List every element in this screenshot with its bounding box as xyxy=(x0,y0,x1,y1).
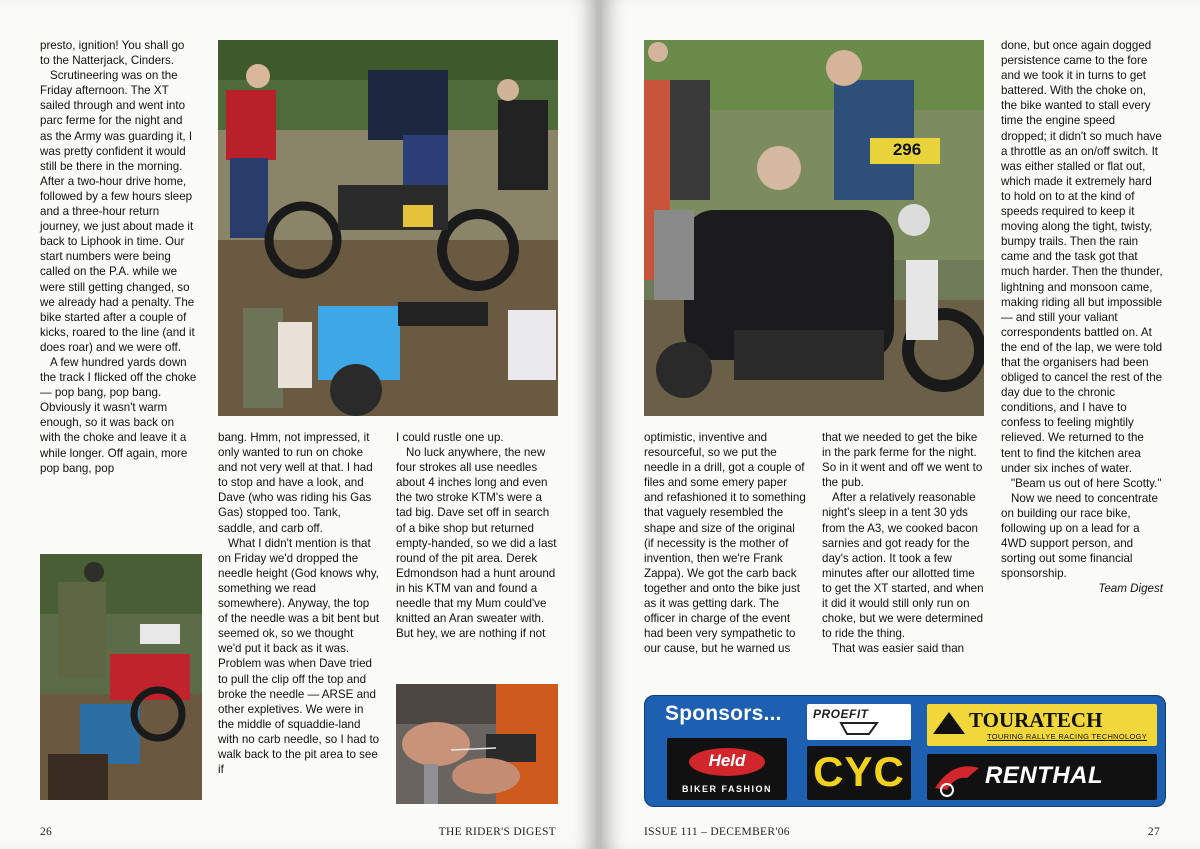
paragraph: bang. Hmm, not impressed, it only wanted to run on choke and not very well at that. I had to stop and have a look, and Dave (who was riding his Gas Gas) stopped too. Tank, saddle, and carb off. xyxy=(218,431,373,535)
number-plate: 296 xyxy=(892,140,922,159)
paragraph: Now we need to concentrate on building our race bike, following up on a lead for a 4WD support person, and sorting out some financial sponsorship. xyxy=(1001,491,1158,581)
paragraph: After a relatively reasonable night's sleep in a tent 30 yds from the A3, we cooked bacon sarnies and got ready for the day's action. It took a few minutes after our allotted time to get the XT started, and when it did it would still only run on choke, but we were determined to ride the thing. xyxy=(822,491,984,641)
paragraph: What I didn't mention is that on Friday we'd dropped the needle height (God knows why, something we read somewhere). Anyway, the top of the needle was a bit bent but seemed ok, so we thought we'd put it back as it was. Problem was when Dave tried to pull the clip off the top and broke the needle — ARSE and other expletives. We were in the middle of squaddie-land with no carb needle, so I had to walk back to the pit area to see if xyxy=(218,536,380,777)
proefit-logo[interactable] xyxy=(807,704,911,740)
held-label: Held xyxy=(708,751,746,770)
paragraph: That was easier said than xyxy=(832,642,965,656)
right-column-1 xyxy=(644,430,806,656)
paragraph: A few hundred yards down the track I flicked off the choke — pop bang, pop bang. Obviously it wasn't warm enough, so it was back on with the choke and leave it a while longer. Off again, more pop bang, pop xyxy=(40,355,197,475)
cyc-label: CYC xyxy=(813,748,905,795)
folio-page-number: 27 xyxy=(1147,826,1160,838)
sponsors-panel xyxy=(644,695,1166,807)
folio-title: THE RIDER'S DIGEST xyxy=(438,826,556,838)
renthal-label: RENTHAL xyxy=(985,762,1104,789)
held-tagline: BIKER FASHION xyxy=(681,784,772,794)
left-page xyxy=(0,0,596,849)
paragraph: that we needed to get the bike in the park ferme for the night. So in it went and off we went to the pub. xyxy=(822,431,983,490)
paragraph: optimistic, inventive and resourceful, so we put the needle in a drill, got a couple of files and some emery paper and refashioned it to something that vaguely resembled the shape and size of the original (if necessity is the mother of invention, then we're Frank Zappa). We got the carb back together and onto the bike just as it was getting dark. The officer in charge of the event had been very sympathetic to our cause, but he warned us xyxy=(644,431,806,656)
left-column-3 xyxy=(396,430,558,641)
right-column-2 xyxy=(822,430,984,656)
left-column-2 xyxy=(218,430,380,777)
touratech-label: TOURATECH xyxy=(969,708,1103,732)
paragraph: presto, ignition! You shall go to the Natterjack, Cinders. xyxy=(40,39,185,68)
paragraph: I could rustle one up. xyxy=(396,431,504,444)
proefit-label: PROEFIT xyxy=(813,707,869,721)
right-page xyxy=(602,0,1200,849)
photo-needle-in-drill xyxy=(396,684,558,804)
cyc-logo[interactable] xyxy=(807,746,911,800)
folio-issue: ISSUE 111 – DECEMBER'06 xyxy=(644,826,790,838)
touratech-tagline: TOURING RALLYE RACING TECHNOLOGY xyxy=(987,732,1148,741)
folio-page-number: 26 xyxy=(40,826,53,838)
left-column-1 xyxy=(40,38,197,476)
photo-pit-area-bike xyxy=(218,40,558,416)
paragraph: done, but once again dogged persistence came to the fore and we took it in turns to get battered. With the choke on, the bike wanted to stall every time the engine speed dropped; it didn't so much have a throttle as an on/off switch. It was either stalled or flat out, which made it extremely hard to hold on to at the kind of speeds required to keep it moving along the tight, twisty, bumpy trails. Then the rain came and the task got that much harder. Then the thunder, lightning and monsoon came, making riding all but impossible — and still your valiant correspondents battled on. At the end of the lap, we were told that the organisers had been obliged to cancel the rest of the day due to the chronic conditions, and I have to confess to feeling mightily relieved. We returned to the tent to find the kitchen area under six inches of water. xyxy=(1001,39,1163,475)
photo-fixing-bike-296 xyxy=(644,40,984,416)
sponsors-title: Sponsors... xyxy=(665,702,782,725)
signature: Team Digest xyxy=(1098,582,1163,596)
touratech-logo[interactable] xyxy=(927,704,1157,746)
paragraph: "Beam us out of here Scotty." xyxy=(1011,476,1162,490)
right-column-3 xyxy=(1001,38,1163,596)
paragraph: No luck anywhere, the new four strokes all use needles about 4 inches long and even the two stroke KTM's were a tad big. Dave set off in search of a bike shop but returned empty-handed, so we did a last round of the pit area. Derek Edmondson had a hunt around in his KTM van and found a needle that my Mum could've knitted an Aran sweater with. But hey, we are nothing if not xyxy=(396,446,557,641)
renthal-logo[interactable] xyxy=(927,754,1157,800)
photo-mechanics-crouching xyxy=(40,554,202,800)
held-logo[interactable] xyxy=(667,738,787,800)
paragraph: Scrutineering was on the Friday afternoon. The XT sailed through and went into parc ferme for the night and as the Army was guarding it, I was pretty confident it would still be there in the morning. After a two-hour drive home, followed by a few hours sleep and a three-hour return journey, we just about made it back to Liphook in time. Our start numbers were being called on the P.A. while we were still getting changed, so we already had a penalty. The bike started after a couple of kicks, roared to the line (and it does roar) and we were off. xyxy=(40,69,195,354)
